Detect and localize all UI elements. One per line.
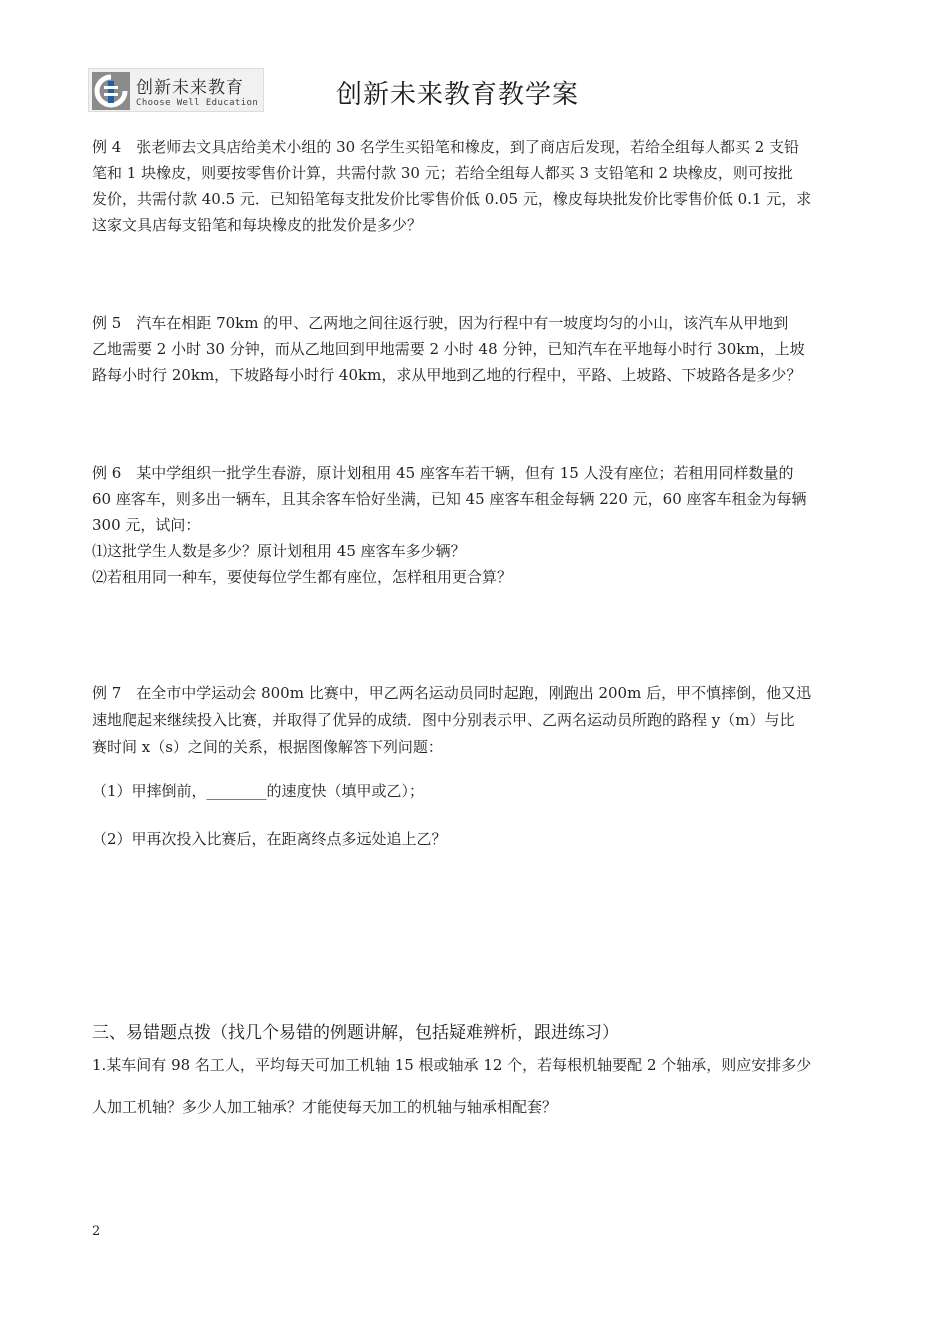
page-number: 2 xyxy=(92,1224,101,1239)
logo-mark-icon xyxy=(92,72,130,110)
example-7-line: 速地爬起来继续投入比赛，并取得了优异的成绩．图中分别表示甲、乙两名运动员所跑的路程 y（m）与比 xyxy=(92,711,795,729)
example-5-line: 乙地需要 2 小时 30 分钟，而从乙地回到甲地需要 2 小时 48 分钟，已知汽车在平地每小时行 30km，上坡 xyxy=(92,340,805,358)
logo-text: 创新未来教育 xyxy=(136,78,244,98)
example-7-question-1: （1）甲摔倒前，________的速度快（填甲或乙）； xyxy=(92,782,425,800)
section-3-heading: 三、易错题点拨（找几个易错的例题讲解，包括疑难辨析，跟进练习） xyxy=(92,1023,619,1043)
example-4-line: 这家文具店每支铅笔和每块橡皮的批发价是多少？ xyxy=(92,216,423,234)
example-7-line: 赛时间 x（s）之间的关系，根据图像解答下列问题： xyxy=(92,738,443,756)
section-3-question-1-line: 1.某车间有 98 名工人，平均每天可加工机轴 15 根或轴承 12 个，若每根机轴要配 2 个轴承，则应安排多少 xyxy=(92,1056,812,1074)
example-4 xyxy=(92,134,862,238)
example-7-line: 例 7 在全市中学运动会 800m 比赛中，甲乙两名运动员同时起跑，刚跑出 200m 后，甲不慎摔倒，他又迅 xyxy=(92,684,812,702)
example-5 xyxy=(92,310,862,388)
example-7 xyxy=(92,680,862,761)
logo xyxy=(88,68,264,112)
example-4-line: 笔和 1 块橡皮，则要按零售价计算，共需付款 30 元；若给全组每人都买 3 支铅笔和 2 块橡皮，则可按批 xyxy=(92,164,793,182)
logo-subtext: Choose Well Education xyxy=(136,98,259,108)
example-4-line: 例 4 张老师去文具店给美术小组的 30 名学生买铅笔和橡皮，到了商店后发现，若给全组每人都买 2 支铅 xyxy=(92,138,800,156)
section-3-question-1-line: 人加工机轴？多少人加工轴承？才能使每天加工的机轴与轴承相配套？ xyxy=(92,1098,558,1116)
example-6-line: 例 6 某中学组织一批学生春游，原计划租用 45 座客车若干辆，但有 15 人没有座位；若租用同样数量的 xyxy=(92,464,794,482)
example-6-subquestion: ⑴这批学生人数是多少？原计划租用 45 座客车多少辆？ xyxy=(92,542,466,560)
example-4-line: 发价，共需付款 40.5 元．已知铅笔每支批发价比零售价低 0.05 元，橡皮每块批发价比零售价低 0.1 元，求 xyxy=(92,190,812,208)
page-header xyxy=(88,68,868,114)
example-7-question-2: （2）甲再次投入比赛后，在距离终点多远处追上乙？ xyxy=(92,830,447,848)
example-6-subquestion: ⑵若租用同一种车，要使每位学生都有座位，怎样租用更合算？ xyxy=(92,568,513,586)
example-6-line: 60 座客车，则多出一辆车，且其余客车恰好坐满，已知 45 座客车租金每辆 220 元，60 座客车租金为每辆 xyxy=(92,490,807,508)
example-6-line: 300 元，试问： xyxy=(92,516,201,534)
example-5-line: 例 5 汽车在相距 70km 的甲、乙两地之间往返行驶，因为行程中有一坡度均匀的小山，该汽车从甲地到 xyxy=(92,314,789,332)
document-title: 创新未来教育教学案 xyxy=(336,80,580,110)
example-6 xyxy=(92,460,862,590)
example-5-line: 路每小时行 20km，下坡路每小时行 40km，求从甲地到乙地的行程中，平路、上坡路、下坡路各是多少？ xyxy=(92,366,802,384)
